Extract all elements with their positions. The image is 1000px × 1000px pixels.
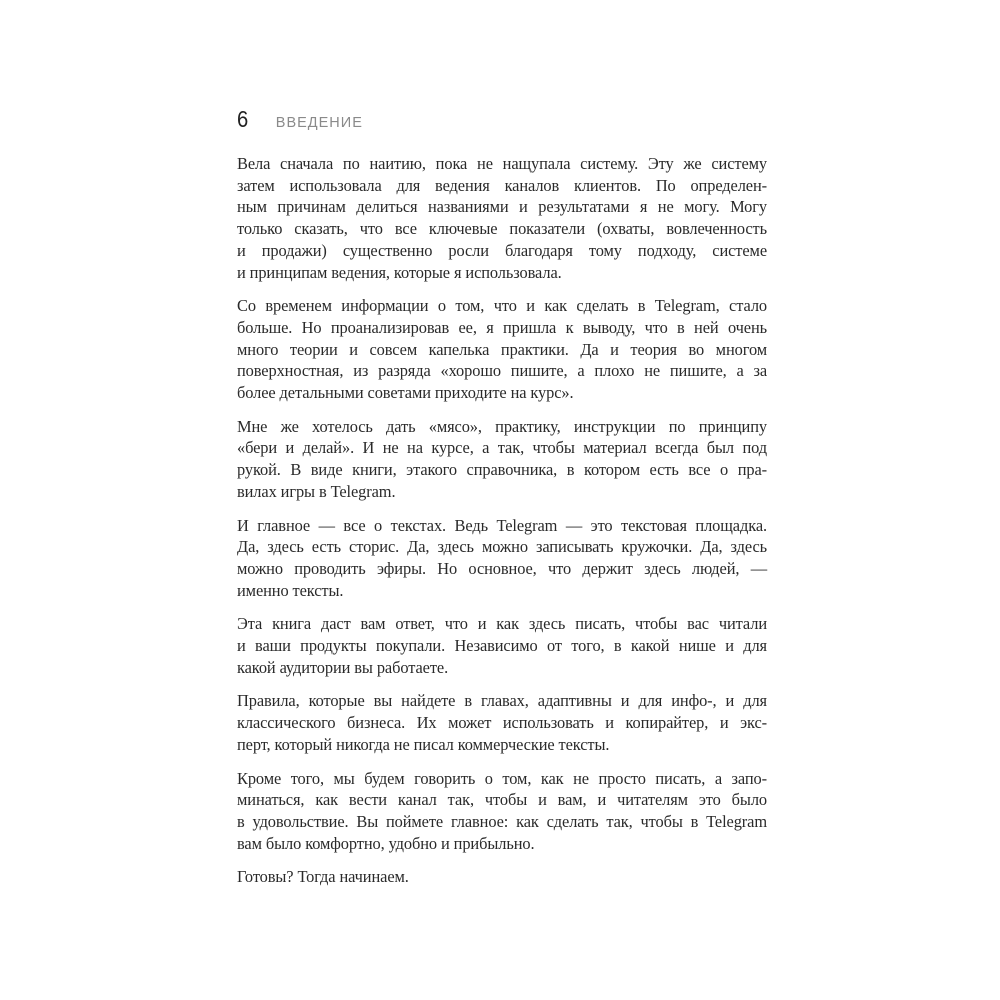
text-line: И главное — все о текстах. Ведь Telegram — это текстовая площадка.: [237, 515, 767, 535]
text-line: вилах игры в Telegram.: [237, 481, 396, 501]
paragraph: [237, 613, 767, 678]
text-line: только сказать, что все ключевые показатели (охваты, вовлеченность: [237, 219, 767, 239]
text-line: какой аудитории вы работаете.: [237, 657, 449, 677]
text-line: больше. Но проанализировав ее, я пришла к выводу, что в ней очень: [237, 317, 767, 337]
text-line: вам было комфортно, удобно и прибыльно.: [237, 833, 535, 853]
text-line: «бери и делай». И не на курсе, а так, чтобы материал всегда был под: [237, 438, 767, 458]
text-line: классического бизнеса. Их может использовать и копирайтер, и экс-: [237, 713, 767, 733]
text-line: и ваши продукты покупали. Независимо от того, в какой нише и для: [237, 636, 767, 656]
text-line: перт, который никогда не писал коммерческие тексты.: [237, 734, 610, 754]
text-line: минаться, как вести канал так, чтобы и вам, и читателям это было: [237, 790, 767, 810]
text-line: рукой. В виде книги, этакого справочника, в котором есть все о пра-: [237, 460, 767, 480]
text-line: затем использовала для ведения каналов клиентов. По определен-: [237, 175, 767, 195]
text-line: более детальными советами приходите на курс».: [237, 383, 574, 403]
text-line: Вела сначала по наитию, пока не нащупала систему. Эту же систему: [237, 154, 767, 173]
text-line: Да, здесь есть сторис. Да, здесь можно записывать кружочки. Да, здесь: [237, 537, 767, 557]
text-line: Мне же хотелось дать «мясо», практику, инструкции по принципу: [237, 416, 767, 436]
paragraph: [237, 416, 767, 503]
page-body: [237, 153, 767, 900]
page-header: [237, 106, 363, 133]
text-line: поверхностная, из разряда «хорошо пишите, а плохо не пишите, а за: [237, 361, 767, 381]
running-head-section-title: ВВЕДЕНИЕ: [275, 115, 363, 131]
text-line: именно тексты.: [237, 580, 344, 600]
text-line: много теории и совсем капелька практики. Да и теория во многом: [237, 339, 767, 359]
page-number: 6: [237, 106, 249, 132]
text-line: Готовы? Тогда начинаем.: [237, 867, 409, 887]
text-line: можно проводить эфиры. Но основное, что держит здесь людей, —: [237, 558, 767, 578]
text-line: Кроме того, мы будем говорить о том, как не просто писать, а запо-: [237, 768, 767, 788]
paragraph: [237, 295, 767, 404]
paragraph: [237, 768, 767, 855]
text-line: Эта книга даст вам ответ, что и как здесь писать, чтобы вас читали: [237, 614, 767, 634]
text-line: в удовольствие. Вы поймете главное: как сделать так, чтобы в Telegram: [237, 811, 767, 831]
text-line: и продажи) существенно росли благодаря тому подходу, системе: [237, 240, 767, 260]
paragraph: [237, 153, 767, 283]
text-line: Со временем информации о том, что и как сделать в Telegram, стало: [237, 296, 767, 316]
text-line: и принципам ведения, которые я использовала.: [237, 262, 562, 282]
paragraph: [237, 515, 767, 602]
text-line: ным причинам делиться названиями и результатами я не могу. Могу: [237, 197, 767, 217]
text-line: Правила, которые вы найдете в главах, адаптивны и для инфо-, и для: [237, 691, 767, 711]
paragraph: [237, 690, 767, 755]
paragraph: [237, 866, 767, 888]
